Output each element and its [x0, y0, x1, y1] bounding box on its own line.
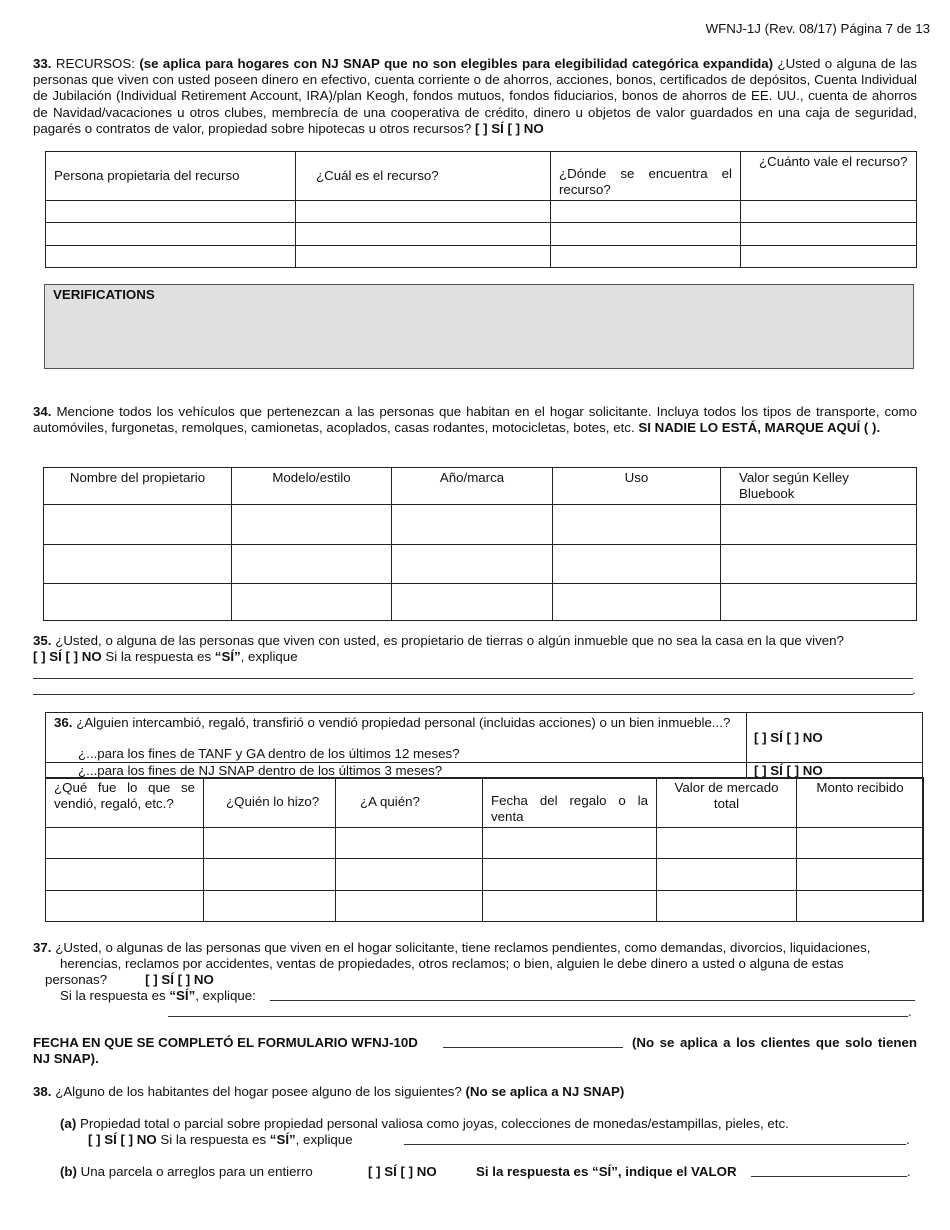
q34-col-owner: Nombre del propietario: [44, 468, 232, 505]
table-cell[interactable]: [336, 859, 483, 891]
q38-b-label: (b): [60, 1164, 77, 1179]
q33-text: 33. RECURSOS: (se aplica para hogares con NJ SNAP que no son elegibles para elegibilidad categórica expandida) ¿Usted o alguna de las personas que viven con usted poseen dinero en efectivo, cuenta corriente o de ahorros, acciones, bonos, certificados de depósitos, Cuenta Individual de Jubilación (Individual Retirement Account, IRA)/plan Keogh, fondos mutuos, fondos fiduciarios, bonos de ahorros de EE. UU., cuenta de ahorros de Navidad/vacaciones u otros clubes, membrecía de una cooperativa de crédito, dinero u objetos de valor guardados en una caja de seguridad, pagarés o contratos de valor, propiedad sobre hipotecas u otros recursos? [ ] SÍ [ ] NO: [33, 56, 917, 136]
q38-a-text: (a) Propiedad total o parcial sobre propiedad personal valiosa como joyas, colecciones de monedas/estampillas, pieles, etc.: [60, 1116, 789, 1131]
table-cell[interactable]: [46, 828, 204, 859]
q35-options[interactable]: [ ] SÍ [ ] NO: [33, 649, 102, 665]
q36-sub-snap: ¿...para los fines de NJ SNAP dentro de los últimos 3 meses?: [78, 763, 443, 778]
table-cell[interactable]: [44, 584, 232, 621]
table-row: [46, 859, 924, 891]
table-row: [46, 201, 917, 223]
q37-number: 37.: [33, 940, 52, 955]
q33-options[interactable]: [ ] SÍ [ ] NO: [475, 120, 544, 136]
q37-options[interactable]: [ ] SÍ [ ] NO: [145, 972, 214, 987]
table-cell[interactable]: [46, 891, 204, 922]
q36-col-what: ¿Qué fue lo que se vendió, regaló, etc.?: [46, 778, 204, 828]
q36-question: 36. ¿Alguien intercambió, regaló, transfirió o vendió propiedad personal (incluidas acciones) o un bien inmueble...?: [54, 715, 731, 730]
table-row: [46, 223, 917, 246]
table-cell[interactable]: [232, 505, 392, 545]
q38-b-value-line[interactable]: [751, 1176, 907, 1177]
table-cell[interactable]: [721, 545, 917, 584]
table-row: [44, 505, 917, 545]
table-cell[interactable]: [551, 201, 741, 223]
table-cell[interactable]: [483, 859, 657, 891]
table-cell[interactable]: [657, 891, 797, 922]
q33-col-location: ¿Dónde se encuentra el recurso?: [551, 152, 741, 201]
q36-options-tanf[interactable]: [ ] SÍ [ ] NO: [754, 730, 823, 745]
table-cell[interactable]: [797, 891, 924, 922]
q37-text-3: personas? [ ] SÍ [ ] NO: [45, 972, 214, 987]
q36-transfers-table: [45, 777, 924, 922]
table-cell[interactable]: [551, 246, 741, 268]
table-cell[interactable]: [483, 891, 657, 922]
period-mark: .: [906, 1132, 910, 1147]
q34-col-value: Valor según Kelley Bluebook: [721, 468, 917, 505]
q36-options-snap[interactable]: [ ] SÍ [ ] NO: [754, 763, 823, 778]
q33-resources-table: [45, 151, 917, 268]
table-cell[interactable]: [296, 246, 551, 268]
table-cell[interactable]: [336, 828, 483, 859]
table-cell[interactable]: [483, 828, 657, 859]
period-mark: .: [907, 1164, 911, 1179]
q37-text-2: herencias, reclamos por accidentes, ventas de propiedades, otros reclamos; o bien, alguien le debe dinero a usted o alguna de estas: [60, 956, 844, 971]
fecha-note-text: (No se aplica a los clientes que solo tienen NJ SNAP).: [33, 1035, 917, 1067]
table-cell[interactable]: [657, 859, 797, 891]
table-cell[interactable]: [553, 505, 721, 545]
table-cell[interactable]: [204, 859, 336, 891]
table-row: [46, 246, 917, 268]
table-cell[interactable]: [46, 246, 296, 268]
q36-number: 36.: [54, 715, 73, 730]
q34-vehicles-table: [43, 467, 917, 621]
q35-answer-line-2[interactable]: [33, 694, 913, 695]
table-cell[interactable]: [296, 223, 551, 246]
table-cell[interactable]: [392, 505, 553, 545]
q38-a-answer: [ ] SÍ [ ] NO Si la respuesta es “SÍ”, explique: [88, 1132, 353, 1147]
q34-col-use: Uso: [553, 468, 721, 505]
table-cell[interactable]: [657, 828, 797, 859]
q38-a-label: (a): [60, 1116, 77, 1131]
q37-answer-line-1[interactable]: [270, 1000, 915, 1001]
table-cell[interactable]: [553, 584, 721, 621]
q37-text: 37. ¿Usted, o algunas de las personas que viven en el hogar solicitante, tiene reclamos pendientes, como demandas, divorcios, liquidaciones,: [33, 940, 871, 955]
table-cell[interactable]: [232, 545, 392, 584]
table-cell[interactable]: [797, 828, 924, 859]
table-cell[interactable]: [204, 828, 336, 859]
verifications-label: VERIFICATIONS: [53, 287, 155, 302]
q34-text: 34. Mencione todos los vehículos que pertenezcan a las personas que habitan en el hogar solicitante. Incluya todos los tipos de transporte, como automóviles, furgonetas, remolques, camionetas, acoplados, casas rodantes, motocicletas, botes, etc. SI NADIE LO ESTÁ, MARQUE AQUÍ ( ).: [33, 404, 917, 436]
table-row: [46, 891, 924, 922]
table-cell[interactable]: [296, 201, 551, 223]
table-cell[interactable]: [232, 584, 392, 621]
q34-number: 34.: [33, 404, 52, 419]
period-mark: .: [912, 682, 916, 697]
table-cell[interactable]: [46, 859, 204, 891]
table-cell[interactable]: [44, 545, 232, 584]
q36-col-to-whom: ¿A quién?: [336, 778, 483, 828]
table-cell[interactable]: [741, 201, 917, 223]
q38-b-value-label: Si la respuesta es “SÍ”, indique el VALOR: [476, 1164, 737, 1179]
table-row: [46, 828, 924, 859]
table-cell[interactable]: [46, 223, 296, 246]
table-cell[interactable]: [44, 505, 232, 545]
q38-number: 38.: [33, 1084, 52, 1099]
q35-number: 35.: [33, 633, 52, 648]
table-cell[interactable]: [392, 545, 553, 584]
table-cell[interactable]: [741, 246, 917, 268]
table-cell[interactable]: [721, 505, 917, 545]
q38-a-options[interactable]: [ ] SÍ [ ] NO: [88, 1132, 157, 1147]
table-row: [44, 584, 917, 621]
period-mark: .: [908, 1004, 912, 1019]
table-cell[interactable]: [204, 891, 336, 922]
q37-answer-line-2[interactable]: [168, 1016, 908, 1017]
table-cell[interactable]: [721, 584, 917, 621]
table-cell[interactable]: [741, 223, 917, 246]
table-cell[interactable]: [336, 891, 483, 922]
q34-col-year: Año/marca: [392, 468, 553, 505]
q38-b-options[interactable]: [ ] SÍ [ ] NO: [368, 1164, 437, 1179]
table-cell[interactable]: [553, 545, 721, 584]
table-cell[interactable]: [46, 201, 296, 223]
table-cell[interactable]: [551, 223, 741, 246]
q36-col-who: ¿Quién lo hizo?: [204, 778, 336, 828]
q37-explain: Si la respuesta es “SÍ”, explique:: [60, 988, 256, 1003]
table-cell[interactable]: [797, 859, 924, 891]
table-row: [44, 545, 917, 584]
q33-col-resource: ¿Cuál es el recurso?: [296, 152, 551, 201]
q36-sub-tanf: ¿...para los fines de TANF y GA dentro de los últimos 12 meses?: [78, 746, 460, 761]
q34-none-checkbox[interactable]: SI NADIE LO ESTÁ, MARQUE AQUÍ ( ).: [638, 420, 881, 436]
q33-col-value: ¿Cuánto vale el recurso?: [741, 152, 917, 201]
q36-col-market-value: Valor de mercado total: [657, 778, 797, 828]
q38-b-text: (b) Una parcela o arreglos para un entierro: [60, 1164, 313, 1179]
q33-number: 33.: [33, 56, 52, 71]
q35-answer-line-1[interactable]: [33, 678, 913, 679]
q34-col-model: Modelo/estilo: [232, 468, 392, 505]
q36-col-amount: Monto recibido: [797, 778, 924, 828]
table-cell[interactable]: [392, 584, 553, 621]
verifications-box[interactable]: [44, 284, 914, 369]
form-header: WFNJ-1J (Rev. 08/17) Página 7 de 13: [705, 21, 930, 36]
fecha-label: FECHA EN QUE SE COMPLETÓ EL FORMULARIO WFNJ-10D: [33, 1035, 418, 1050]
q38-text: 38. ¿Alguno de los habitantes del hogar posee alguno de los siguientes? (No se aplica a NJ SNAP): [33, 1084, 625, 1099]
q38-a-answer-line[interactable]: [404, 1144, 906, 1145]
q33-col-owner: Persona propietaria del recurso: [46, 152, 296, 201]
q36-col-date: Fecha del regalo o la venta: [483, 778, 657, 828]
q35-text: 35. ¿Usted, o alguna de las personas que viven con usted, es propietario de tierras o algún inmueble que no sea la casa en la que viven? [ ] SÍ [ ] NO Si la respuesta es “SÍ”, explique: [33, 633, 844, 665]
